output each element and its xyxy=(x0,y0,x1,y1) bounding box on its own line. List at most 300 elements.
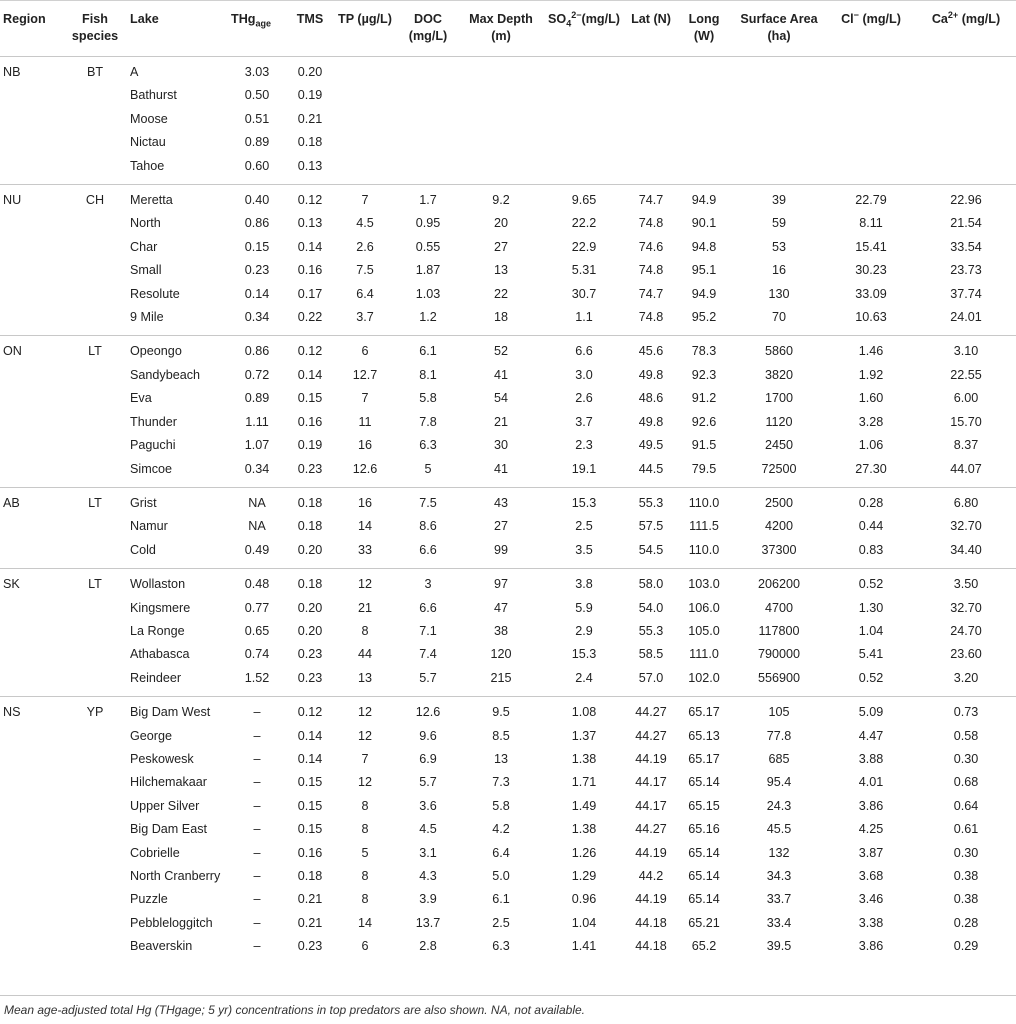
value-cell: 65.14 xyxy=(688,869,720,883)
value-cell: 44.27 xyxy=(635,728,667,743)
value-cell: 0.15 xyxy=(297,391,323,406)
lake-name-cell: Reindeer xyxy=(130,670,182,685)
value-cell: 44.5 xyxy=(638,461,664,476)
value-cell xyxy=(626,131,676,154)
table-row xyxy=(0,84,1016,107)
value-cell: 0.14 xyxy=(297,751,323,766)
value-cell: 3.87 xyxy=(858,845,884,860)
region-cell xyxy=(0,387,66,410)
value-cell: 7 xyxy=(361,751,369,766)
table-row xyxy=(0,795,1016,818)
species-cell xyxy=(66,411,124,434)
lake-name-cell: Opeongo xyxy=(124,336,228,364)
header-region: Region xyxy=(3,12,46,26)
value-cell: 65.21 xyxy=(688,915,720,930)
value-cell: 74.8 xyxy=(638,310,664,325)
value-cell: 1.06 xyxy=(858,438,884,453)
lake-name-cell: A xyxy=(130,65,139,79)
table-row xyxy=(0,387,1016,410)
value-cell: – xyxy=(253,915,261,930)
lake-name-cell: Bathurst xyxy=(130,88,177,103)
value-cell: 33.09 xyxy=(855,286,887,301)
value-cell: 74.8 xyxy=(638,263,664,278)
table-bottom-rule xyxy=(0,995,1016,996)
lake-name-cell: Eva xyxy=(130,391,152,406)
value-cell xyxy=(460,155,542,185)
header-so4: $SO_4^{2-}(mg/L)$ xyxy=(548,9,620,29)
region-cell: NB xyxy=(3,65,21,79)
value-cell xyxy=(676,84,732,107)
value-cell: 3.50 xyxy=(916,569,1016,597)
value-cell: 23.60 xyxy=(950,647,982,662)
value-cell: 2.4 xyxy=(575,670,593,685)
species-cell xyxy=(66,748,124,771)
value-cell: 0.12 xyxy=(286,336,334,364)
value-cell: 12 xyxy=(334,569,396,597)
value-cell: 110.0 xyxy=(688,542,720,557)
value-cell: 49.5 xyxy=(638,438,664,453)
value-cell: 65.17 xyxy=(676,697,732,725)
value-cell: 132 xyxy=(768,845,790,860)
value-cell: 1700 xyxy=(764,391,794,406)
value-cell: 1.1 xyxy=(575,310,593,325)
table-row xyxy=(0,697,1016,725)
lake-name-cell: Resolute xyxy=(130,286,180,301)
value-cell: 39 xyxy=(732,185,826,213)
value-cell: 95.2 xyxy=(691,310,717,325)
value-cell xyxy=(334,84,396,107)
value-cell: 74.7 xyxy=(638,286,664,301)
value-cell: 0.14 xyxy=(297,367,323,382)
value-cell: 4700 xyxy=(764,600,794,615)
value-cell: 9.6 xyxy=(419,728,437,743)
value-cell: 0.20 xyxy=(297,600,323,615)
value-cell: 0.64 xyxy=(953,798,979,813)
value-cell: 43 xyxy=(460,487,542,515)
value-cell: 2.5 xyxy=(575,519,593,534)
lake-name-cell: Puzzle xyxy=(130,892,168,907)
value-cell: 92.3 xyxy=(691,367,717,382)
value-cell: 0.95 xyxy=(415,216,441,231)
species-cell xyxy=(66,155,124,185)
value-cell: 117800 xyxy=(758,623,800,638)
value-cell xyxy=(626,108,676,131)
value-cell: 0.38 xyxy=(953,869,979,883)
value-cell: – xyxy=(228,697,286,725)
value-cell: 0.44 xyxy=(858,519,884,534)
value-cell: 45.6 xyxy=(626,336,676,364)
value-cell: 5.41 xyxy=(858,647,884,662)
value-cell: 0.12 xyxy=(286,185,334,213)
value-cell: 3.9 xyxy=(419,892,437,907)
lake-name-cell: Namur xyxy=(130,519,168,534)
value-cell xyxy=(916,155,1016,185)
value-cell: 8.11 xyxy=(859,216,883,231)
species-cell xyxy=(66,236,124,259)
value-cell: 9.65 xyxy=(542,185,626,213)
value-cell: 5.8 xyxy=(419,391,437,406)
value-cell: 44.17 xyxy=(635,798,667,813)
value-cell: 0.29 xyxy=(953,939,979,954)
region-cell xyxy=(0,597,66,620)
value-cell: 37300 xyxy=(761,542,797,557)
value-cell: 1.60 xyxy=(858,391,884,406)
value-cell: 2.9 xyxy=(575,623,593,638)
value-cell: 0.77 xyxy=(244,600,270,615)
value-cell: 8 xyxy=(361,822,369,837)
value-cell: 206200 xyxy=(732,569,826,597)
region-cell: AB xyxy=(0,487,66,515)
value-cell: 44.18 xyxy=(635,915,667,930)
value-cell xyxy=(396,84,460,107)
value-cell: 0.48 xyxy=(228,569,286,597)
table-row xyxy=(0,515,1016,538)
value-cell: 4.01 xyxy=(858,775,884,790)
value-cell: 33.54 xyxy=(950,239,982,254)
value-cell: 8 xyxy=(361,892,369,907)
value-cell: 1.38 xyxy=(571,751,597,766)
value-cell: 1.46 xyxy=(826,336,916,364)
value-cell: 2500 xyxy=(732,487,826,515)
value-cell: 2.3 xyxy=(575,438,593,453)
value-cell: 16 xyxy=(357,438,372,453)
value-cell: 65.14 xyxy=(688,775,720,790)
value-cell: 106.0 xyxy=(688,600,720,615)
value-cell: 32.70 xyxy=(950,519,982,534)
region-cell: SK xyxy=(0,569,66,597)
value-cell xyxy=(626,155,676,185)
header-max-depth: Max Depth (m) xyxy=(469,12,533,43)
value-cell: 0.15 xyxy=(297,798,323,813)
value-cell: 65.15 xyxy=(688,798,720,813)
value-cell: 2.6 xyxy=(356,239,374,254)
region-cell xyxy=(0,131,66,154)
region-cell xyxy=(0,795,66,818)
table-row xyxy=(0,306,1016,336)
value-cell: 44.19 xyxy=(635,751,667,766)
value-cell: 3.0 xyxy=(575,367,593,382)
region-cell xyxy=(0,259,66,282)
value-cell: 1.04 xyxy=(571,915,597,930)
value-cell xyxy=(732,155,826,185)
value-cell: 7.5 xyxy=(356,263,374,278)
value-cell: 1.7 xyxy=(396,185,460,213)
table-row xyxy=(0,569,1016,597)
value-cell: 2.6 xyxy=(575,391,593,406)
value-cell: 22.9 xyxy=(571,239,597,254)
value-cell: 4.5 xyxy=(419,822,437,837)
lake-name-cell: Simcoe xyxy=(130,461,172,476)
value-cell: 44.19 xyxy=(635,845,667,860)
value-cell: 48.6 xyxy=(638,391,664,406)
value-cell xyxy=(676,155,732,185)
value-cell: 0.13 xyxy=(297,216,323,231)
value-cell: 3.6 xyxy=(419,798,437,813)
value-cell: 0.20 xyxy=(297,65,323,79)
species-cell: YP xyxy=(66,697,124,725)
value-cell xyxy=(676,108,732,131)
value-cell: 30.7 xyxy=(571,286,597,301)
value-cell: 120 xyxy=(490,647,512,662)
value-cell: 103.0 xyxy=(676,569,732,597)
value-cell: 1.04 xyxy=(858,623,884,638)
value-cell: 0.23 xyxy=(297,939,323,954)
value-cell: 130 xyxy=(768,286,790,301)
value-cell: 0.60 xyxy=(244,158,270,173)
lake-name-cell: Wollaston xyxy=(124,569,228,597)
value-cell: 6.6 xyxy=(419,542,437,557)
value-cell: 1.29 xyxy=(571,869,597,883)
value-cell: 0.89 xyxy=(244,391,270,406)
value-cell: 0.49 xyxy=(244,542,270,557)
value-cell: 0.17 xyxy=(297,286,323,301)
value-cell: 3.46 xyxy=(858,892,884,907)
value-cell: 0.52 xyxy=(826,569,916,597)
value-cell: 2.5 xyxy=(492,915,510,930)
value-cell xyxy=(732,108,826,131)
value-cell: 0.18 xyxy=(297,519,323,534)
species-cell xyxy=(66,935,124,964)
value-cell: 13 xyxy=(357,670,372,685)
value-cell: 6.9 xyxy=(419,751,437,766)
value-cell: 0.74 xyxy=(244,647,270,662)
value-cell: 70 xyxy=(771,310,786,325)
value-cell xyxy=(396,155,460,185)
lake-name-cell: North xyxy=(130,216,161,231)
value-cell xyxy=(676,57,732,85)
value-cell: 3.8 xyxy=(542,569,626,597)
value-cell: 0.34 xyxy=(244,310,270,325)
value-cell: 5.0 xyxy=(492,869,510,883)
value-cell: 74.8 xyxy=(638,216,664,231)
lake-name-cell: Grist xyxy=(124,487,228,515)
value-cell: 33 xyxy=(357,542,372,557)
lake-name-cell: Thunder xyxy=(130,414,177,429)
value-cell: 6.4 xyxy=(356,286,374,301)
lake-name-cell: Athabasca xyxy=(130,647,190,662)
value-cell: 1.30 xyxy=(858,600,884,615)
value-cell xyxy=(460,57,542,85)
value-cell: 15.70 xyxy=(950,414,982,429)
value-cell xyxy=(396,131,460,154)
lake-name-cell: Peskowesk xyxy=(130,751,194,766)
value-cell: – xyxy=(253,775,261,790)
value-cell: 4.2 xyxy=(492,822,510,837)
value-cell: 111.5 xyxy=(689,519,719,534)
value-cell: 1.37 xyxy=(571,728,597,743)
species-cell xyxy=(66,515,124,538)
value-cell: 0.65 xyxy=(244,623,270,638)
value-cell: 0.40 xyxy=(228,185,286,213)
value-cell: 44.27 xyxy=(635,822,667,837)
species-cell xyxy=(66,842,124,865)
value-cell: 5.8 xyxy=(492,798,510,813)
species-cell xyxy=(66,131,124,154)
value-cell: 49.8 xyxy=(638,414,664,429)
region-cell xyxy=(0,306,66,336)
region-cell xyxy=(0,84,66,107)
value-cell: 685 xyxy=(768,751,790,766)
value-cell: 3.03 xyxy=(244,65,270,79)
species-cell xyxy=(66,865,124,888)
value-cell: 54 xyxy=(493,391,508,406)
table-header xyxy=(0,1,1016,57)
region-cell xyxy=(0,912,66,935)
value-cell: 6 xyxy=(361,939,369,954)
value-cell: 99 xyxy=(493,542,508,557)
value-cell: 78.3 xyxy=(676,336,732,364)
value-cell: 22.2 xyxy=(571,216,597,231)
value-cell: 90.1 xyxy=(691,216,717,231)
table-row xyxy=(0,185,1016,213)
value-cell: 0.30 xyxy=(953,751,979,766)
lake-name-cell: North Cranberry xyxy=(130,869,221,883)
species-cell xyxy=(66,387,124,410)
lake-name-cell: Hilchemakaar xyxy=(130,775,207,790)
species-cell xyxy=(66,212,124,235)
lake-name-cell: Meretta xyxy=(124,185,228,213)
header-thg-age: THg$_{age}$ xyxy=(231,12,271,29)
value-cell xyxy=(460,84,542,107)
value-cell: 3.68 xyxy=(858,869,884,883)
species-cell xyxy=(66,306,124,336)
value-cell: 0.89 xyxy=(244,135,270,150)
value-cell: 65.2 xyxy=(691,939,717,954)
value-cell: 0.51 xyxy=(244,111,270,126)
value-cell xyxy=(396,108,460,131)
region-cell xyxy=(0,458,66,488)
region-cell: NU xyxy=(0,185,66,213)
value-cell xyxy=(334,155,396,185)
value-cell: 1.71 xyxy=(571,775,597,790)
value-cell xyxy=(460,108,542,131)
value-cell: 23.73 xyxy=(950,263,982,278)
value-cell: 53 xyxy=(771,239,786,254)
region-cell xyxy=(0,771,66,794)
value-cell xyxy=(542,57,626,85)
value-cell: 0.20 xyxy=(297,542,323,557)
value-cell: 21 xyxy=(493,414,508,429)
value-cell: 59 xyxy=(771,216,786,231)
value-cell: 44.17 xyxy=(635,775,667,790)
region-cell xyxy=(0,539,66,569)
value-cell: 92.6 xyxy=(691,414,717,429)
value-cell xyxy=(626,84,676,107)
lake-name-cell: George xyxy=(130,728,173,743)
lake-name-cell: Big Dam East xyxy=(130,822,207,837)
value-cell: 0.23 xyxy=(244,263,270,278)
value-cell: 0.86 xyxy=(228,336,286,364)
value-cell xyxy=(334,131,396,154)
value-cell: 41 xyxy=(493,461,508,476)
value-cell: 9.2 xyxy=(460,185,542,213)
value-cell: 0.15 xyxy=(297,822,323,837)
region-cell xyxy=(0,818,66,841)
header-doc: DOC (mg/L) xyxy=(408,12,448,43)
value-cell: 1.11 xyxy=(245,414,269,429)
region-cell xyxy=(0,748,66,771)
value-cell: 3.86 xyxy=(858,939,884,954)
value-cell: 30 xyxy=(493,438,508,453)
table-row xyxy=(0,434,1016,457)
table-row xyxy=(0,888,1016,911)
lake-name-cell: Paguchi xyxy=(130,438,176,453)
value-cell: 1.87 xyxy=(415,263,441,278)
region-cell xyxy=(0,667,66,697)
value-cell: 0.14 xyxy=(244,286,270,301)
header-surface-area: Surface Area (ha) xyxy=(740,12,818,43)
value-cell xyxy=(334,57,396,85)
value-cell: 0.83 xyxy=(858,542,884,557)
value-cell: 0.14 xyxy=(297,239,323,254)
value-cell: 0.16 xyxy=(297,845,323,860)
region-cell: NS xyxy=(0,697,66,725)
value-cell: 0.12 xyxy=(286,697,334,725)
value-cell: NA xyxy=(228,487,286,515)
value-cell: 22 xyxy=(493,286,508,301)
lake-name-cell: Char xyxy=(130,239,158,254)
value-cell: 1.26 xyxy=(571,845,597,860)
value-cell: 44.2 xyxy=(638,869,664,883)
table-row xyxy=(0,725,1016,748)
value-cell: 3.28 xyxy=(858,414,884,429)
value-cell: 18 xyxy=(493,310,508,325)
value-cell: 57.5 xyxy=(638,519,664,534)
region-cell xyxy=(0,515,66,538)
region-cell xyxy=(0,434,66,457)
value-cell xyxy=(676,131,732,154)
value-cell: 0.34 xyxy=(244,461,270,476)
value-cell: 0.18 xyxy=(286,569,334,597)
lake-name-cell: Beaverskin xyxy=(130,939,193,954)
species-cell: LT xyxy=(66,336,124,364)
value-cell: 58.5 xyxy=(638,647,664,662)
region-cell xyxy=(0,108,66,131)
value-cell: 30.23 xyxy=(855,263,887,278)
value-cell: 102.0 xyxy=(688,670,720,685)
value-cell: 21 xyxy=(357,600,372,615)
value-cell xyxy=(826,84,916,107)
value-cell: 3.88 xyxy=(858,751,884,766)
value-cell: – xyxy=(253,728,261,743)
region-cell xyxy=(0,212,66,235)
value-cell: 105 xyxy=(732,697,826,725)
species-cell xyxy=(66,259,124,282)
value-cell: 13 xyxy=(493,263,508,278)
value-cell: 94.8 xyxy=(691,239,717,254)
value-cell: 215 xyxy=(490,670,512,685)
table-row xyxy=(0,108,1016,131)
value-cell: 15.3 xyxy=(571,647,597,662)
table-footnote: Mean age-adjusted total Hg (THgage; 5 yr) concentrations in top predators are also shown. NA, not available. xyxy=(4,1003,585,1017)
value-cell: 0.20 xyxy=(297,623,323,638)
value-cell: 74.7 xyxy=(626,185,676,213)
value-cell: 12 xyxy=(357,728,372,743)
value-cell xyxy=(732,57,826,85)
header-ca: $Ca^{2+}$ (mg/L) xyxy=(931,9,1001,26)
value-cell: 54.0 xyxy=(638,600,664,615)
value-cell: 14 xyxy=(357,915,372,930)
table-row xyxy=(0,842,1016,865)
value-cell: 24.3 xyxy=(766,798,792,813)
value-cell: 4.47 xyxy=(858,728,884,743)
region-cell xyxy=(0,725,66,748)
value-cell: 1.38 xyxy=(571,822,597,837)
value-cell: 0.38 xyxy=(953,892,979,907)
value-cell: 1.52 xyxy=(244,670,270,685)
value-cell: – xyxy=(253,939,261,954)
header-tms: TMS xyxy=(296,12,324,26)
